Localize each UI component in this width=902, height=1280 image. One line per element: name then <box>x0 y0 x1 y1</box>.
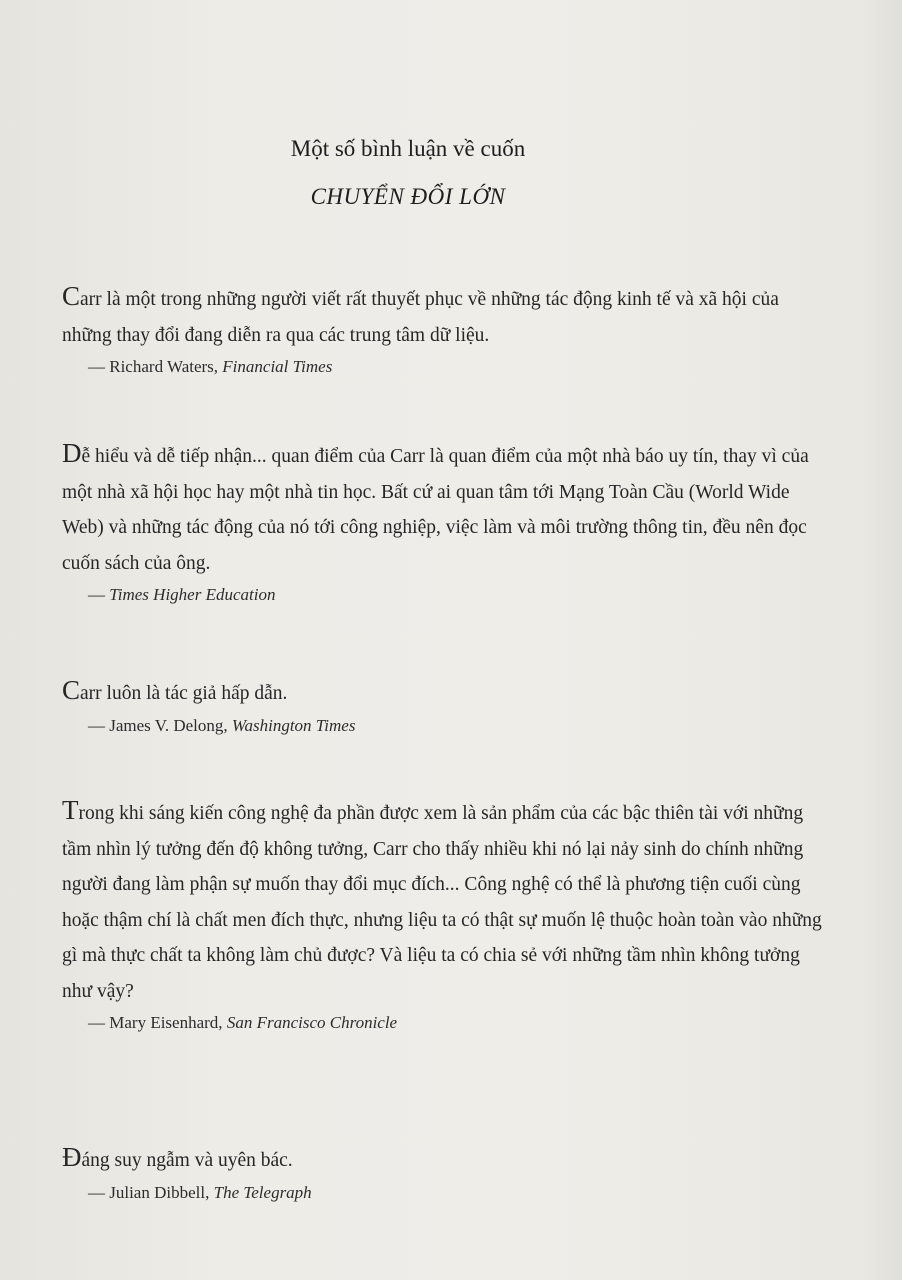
quote-block <box>62 673 832 738</box>
quote-source: The Telegraph <box>213 1182 312 1202</box>
quote-author: — Mary Eisenhard, <box>88 1013 227 1032</box>
quote-author: — Julian Dibbell, <box>88 1182 214 1202</box>
quote-text: Trong khi sáng kiến công nghệ đa phần được xem là sản phẩm của các bậc thiên tài với những tầm nhìn lý tưởng đến độ không tưởng, Carr cho thấy nhiều khi nó lại nảy sinh do chính những người đang làm phận sự muốn thay đổi mục đích... Công nghệ có thể là phương tiện cuối cùng hoặc thậm chí là chất men đích thực, nhưng liệu ta có thật sự muốn lệ thuộc hoàn toàn vào những gì mà thực chất ta không làm chủ được? Và liệu ta có chia sẻ với những tầm nhìn không tưởng như vậy? <box>62 795 822 1002</box>
page-heading: Một số bình luận về cuốn <box>290 136 526 161</box>
quote-block <box>62 1140 832 1205</box>
quote-source: Times Higher Education <box>109 585 276 604</box>
quote-text: Carr là một trong những người viết rất thuyết phục về những tác động kinh tế và xã hội của những thay đổi đang diễn ra qua các trung tâm dữ liệu. <box>62 281 779 346</box>
quote-attribution <box>88 714 832 738</box>
quote-attribution <box>88 355 832 379</box>
quote-source: San Francisco Chronicle <box>226 1013 398 1032</box>
quote-text: Dễ hiểu và dễ tiếp nhận... quan điểm của Carr là quan điểm của một nhà báo uy tín, thay vì của một nhà xã hội học hay một nhà tin học. Bất cứ ai quan tâm tới Mạng Toàn Cầu (World Wide Web) và những tác động của nó tới công nghiệp, việc làm và môi trường thông tin, đều nên đọc cuốn sách của ông. <box>62 438 809 574</box>
quote-author: — <box>88 585 110 604</box>
quote-block <box>62 436 832 607</box>
quote-attribution <box>88 583 832 607</box>
quote-block <box>62 279 832 379</box>
quote-block <box>62 793 832 1035</box>
quote-attribution <box>88 1181 832 1205</box>
quote-attribution <box>88 1011 832 1035</box>
quote-text: Đáng suy ngẫm và uyên bác. <box>62 1142 293 1172</box>
quote-text: Carr luôn là tác giả hấp dẫn. <box>62 675 288 705</box>
quote-author: — Richard Waters, <box>88 357 223 376</box>
quote-source: Washington Times <box>231 715 356 735</box>
book-title: CHUYỂN ĐỔI LỚN <box>310 184 506 209</box>
quote-author: — James V. Delong, <box>88 715 232 735</box>
quote-source: Financial Times <box>222 357 333 376</box>
